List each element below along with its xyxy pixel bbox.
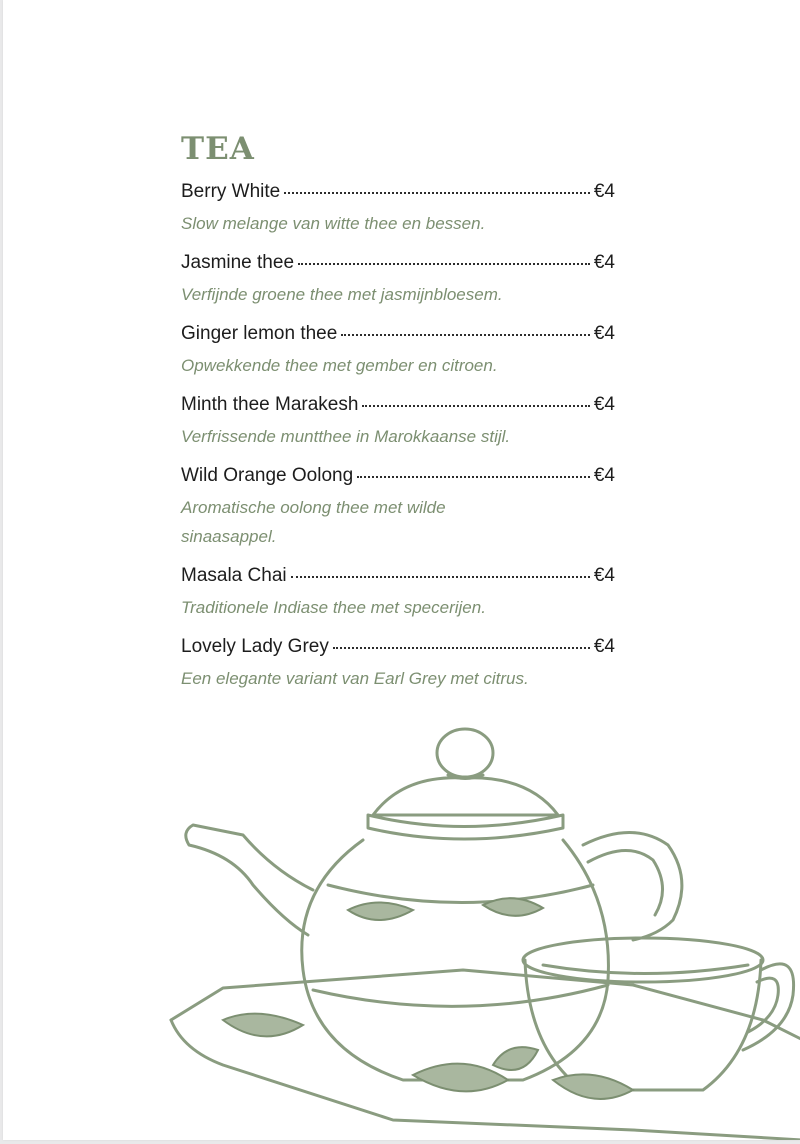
menu-item-description: Verfijnde groene thee met jasmijnbloesem. bbox=[181, 285, 503, 304]
menu-list bbox=[181, 181, 615, 707]
menu-item-row bbox=[181, 465, 615, 493]
menu-item-description: Aromatische oolong thee met wilde sinaasappel. bbox=[181, 498, 446, 546]
menu-item-price: €4 bbox=[593, 394, 615, 415]
dot-leader bbox=[298, 263, 590, 265]
menu-item-price: €4 bbox=[593, 181, 615, 202]
menu-item bbox=[181, 565, 615, 622]
menu-item-row bbox=[181, 565, 615, 593]
menu-item-name: Masala Chai bbox=[181, 565, 287, 586]
menu-item-price: €4 bbox=[593, 252, 615, 273]
section-title: TEA bbox=[181, 131, 255, 167]
menu-item-name: Berry White bbox=[181, 181, 281, 202]
menu-item-price: €4 bbox=[593, 323, 615, 344]
menu-item-description: Traditionele Indiase thee met specerijen. bbox=[181, 598, 486, 617]
dot-leader bbox=[357, 476, 590, 478]
menu-item bbox=[181, 181, 615, 238]
menu-item-description: Een elegante variant van Earl Grey met citrus. bbox=[181, 669, 529, 688]
menu-item-description: Opwekkende thee met gember en citroen. bbox=[181, 356, 498, 375]
menu-item bbox=[181, 323, 615, 380]
menu-item-name: Lovely Lady Grey bbox=[181, 636, 329, 657]
menu-item-name: Jasmine thee bbox=[181, 252, 295, 273]
menu-page bbox=[3, 0, 800, 1140]
menu-item bbox=[181, 636, 615, 693]
menu-item-name: Wild Orange Oolong bbox=[181, 465, 354, 486]
dot-leader bbox=[284, 192, 590, 194]
dot-leader bbox=[362, 405, 589, 407]
menu-item-price: €4 bbox=[593, 465, 615, 486]
dot-leader bbox=[333, 647, 590, 649]
menu-item-row bbox=[181, 181, 615, 209]
dot-leader bbox=[291, 576, 590, 578]
teapot-and-cup-illustration bbox=[163, 720, 800, 1140]
menu-item-price: €4 bbox=[593, 636, 615, 657]
menu-item-price: €4 bbox=[593, 565, 615, 586]
menu-item-row bbox=[181, 252, 615, 280]
menu-item-name: Minth thee Marakesh bbox=[181, 394, 359, 415]
dot-leader bbox=[341, 334, 590, 336]
menu-item bbox=[181, 465, 615, 551]
menu-item-row bbox=[181, 323, 615, 351]
menu-item-row bbox=[181, 394, 615, 422]
menu-item-description: Verfrissende muntthee in Marokkaanse stijl. bbox=[181, 427, 511, 446]
menu-item-row bbox=[181, 636, 615, 664]
menu-item bbox=[181, 394, 615, 451]
menu-item-description: Slow melange van witte thee en bessen. bbox=[181, 214, 486, 233]
menu-item bbox=[181, 252, 615, 309]
menu-item-name: Ginger lemon thee bbox=[181, 323, 338, 344]
